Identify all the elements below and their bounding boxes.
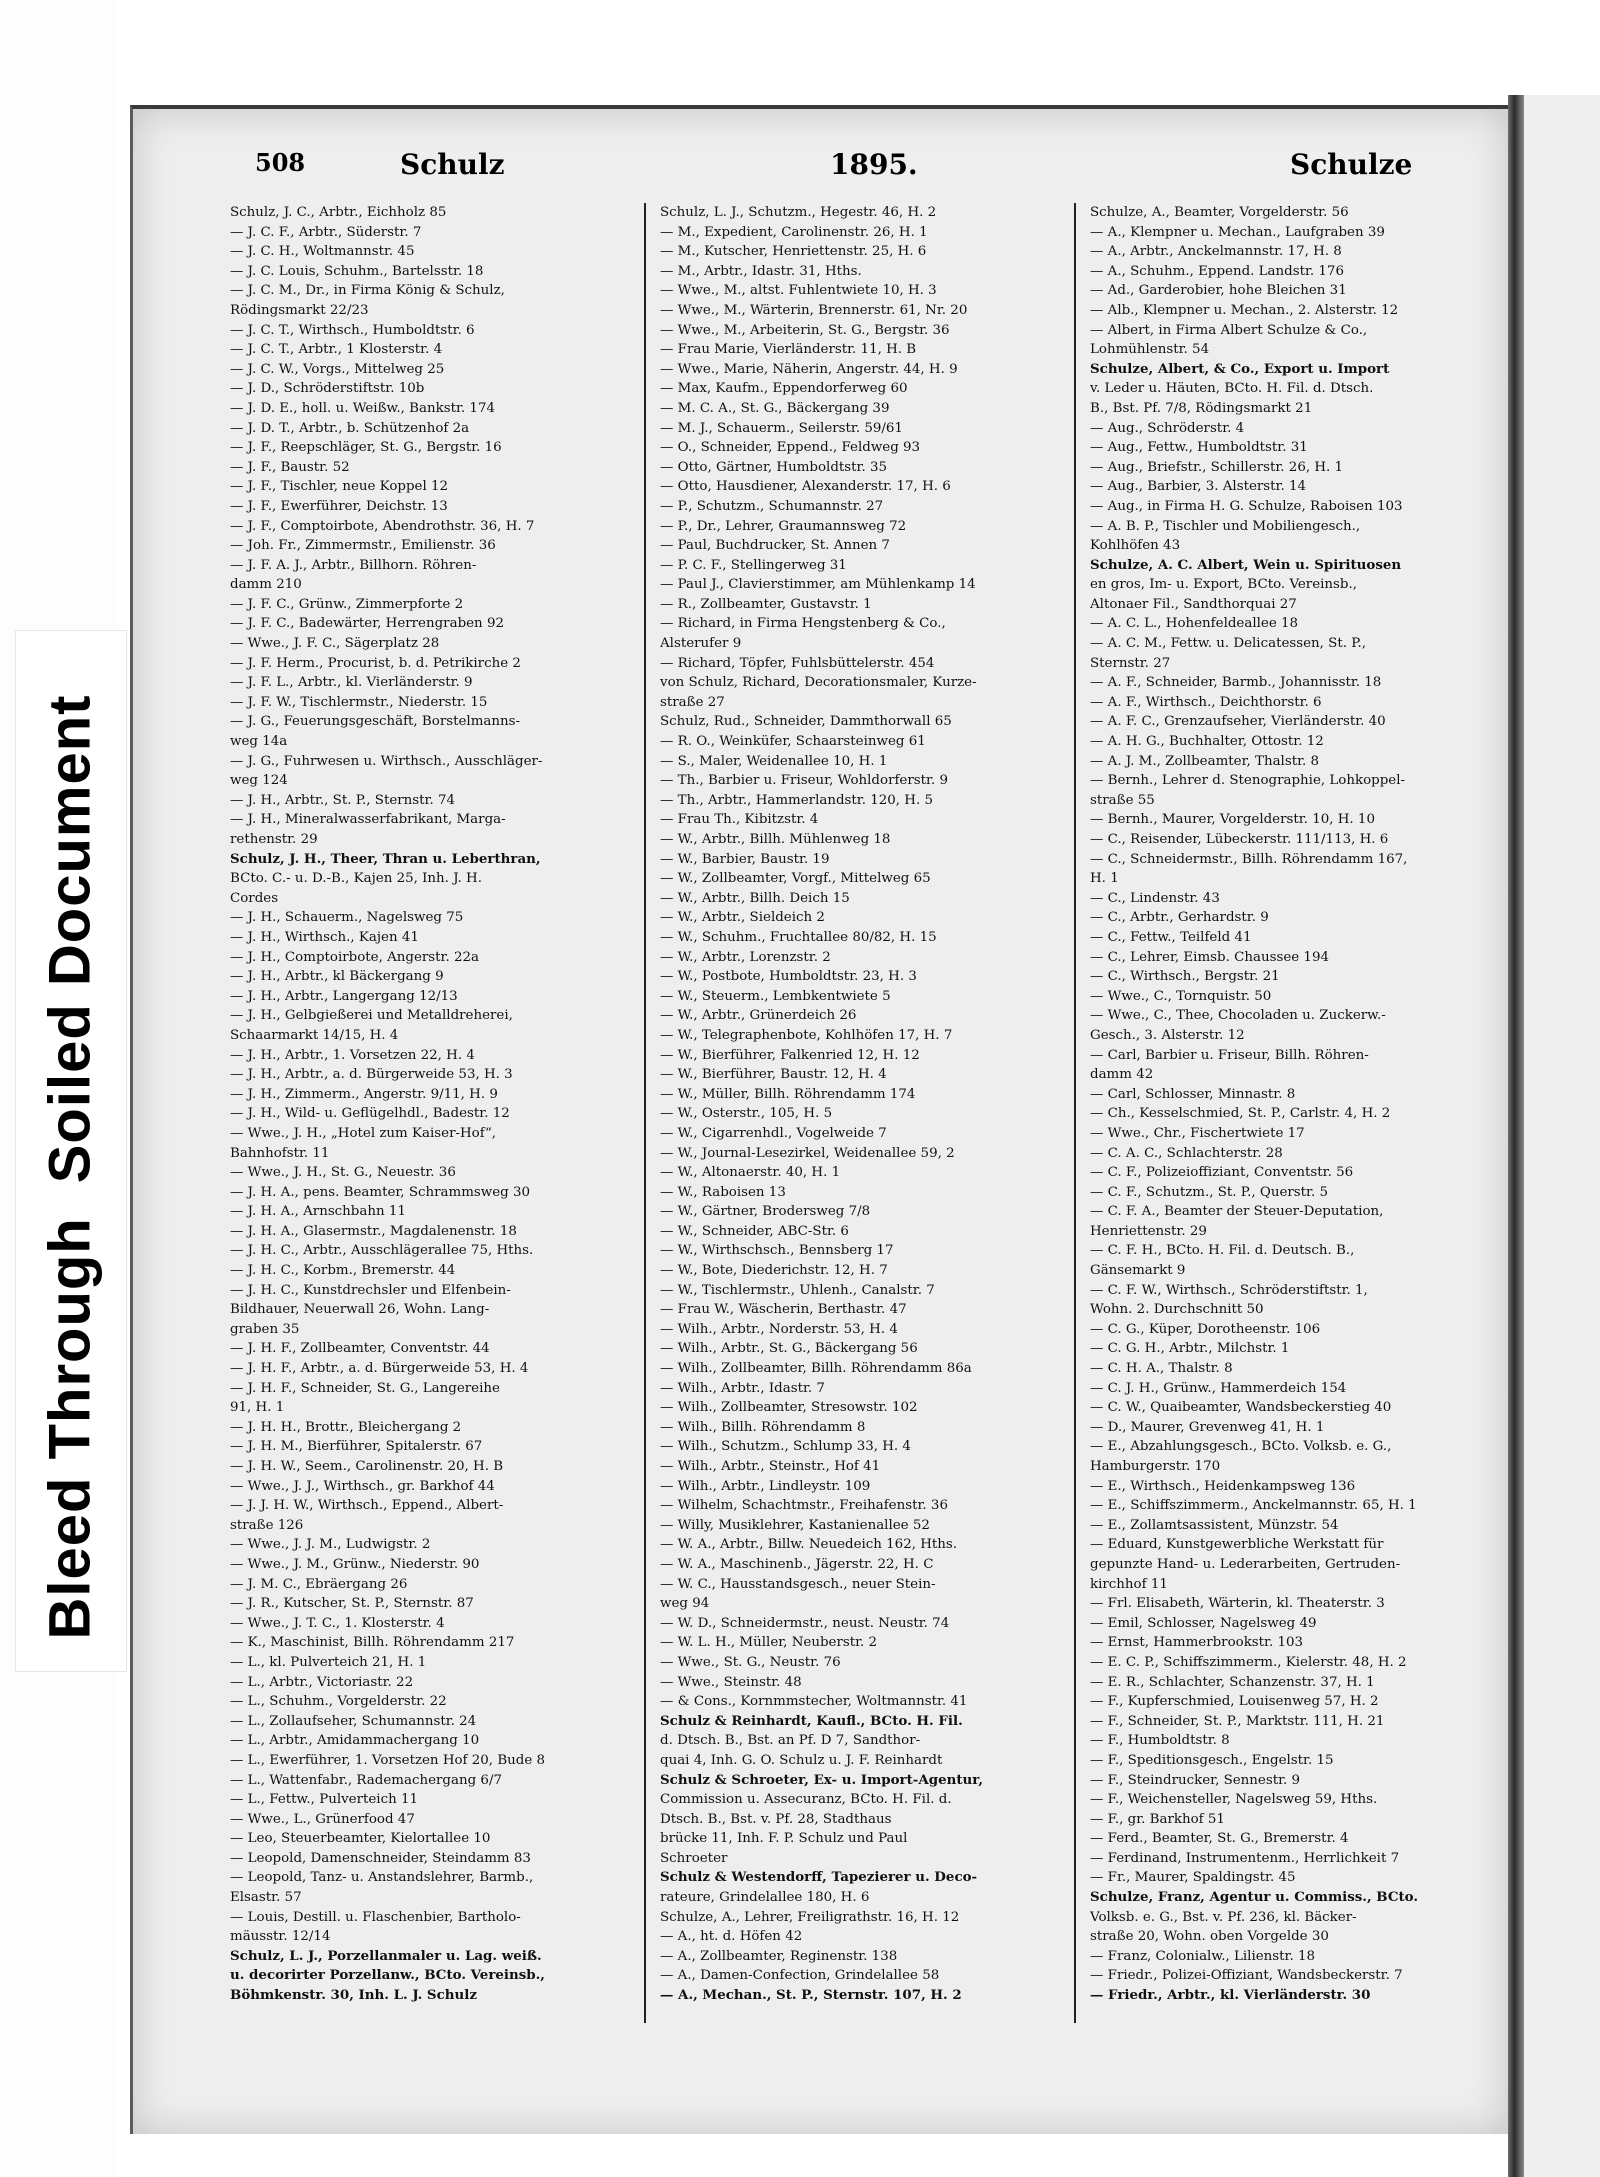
directory-entry: straße 126 <box>230 1517 304 1533</box>
directory-entry: — Wilh., Arbtr., Lindleystr. 109 <box>660 1478 871 1494</box>
directory-entry: — Wilh., Billh. Röhrendamm 8 <box>660 1419 866 1435</box>
directory-entry: — Aug., in Firma H. G. Schulze, Raboisen 103 <box>1090 498 1403 514</box>
directory-entry: — L., Schuhm., Vorgelderstr. 22 <box>230 1694 447 1710</box>
directory-entry: — Wilh., Schutzm., Schlump 33, H. 4 <box>660 1439 911 1455</box>
directory-entry: Wohn. 2. Durchschnitt 50 <box>1090 1302 1264 1318</box>
directory-entry: — W., Tischlermstr., Uhlenh., Canalstr. 7 <box>660 1282 935 1298</box>
directory-entry: — Wwe., M., altst. Fuhlentwiete 10, H. 3 <box>660 283 937 299</box>
directory-entry: B., Bst. Pf. 7/8, Rödingsmarkt 21 <box>1090 400 1313 416</box>
directory-entry: — W., Postbote, Humboldtstr. 23, H. 3 <box>660 969 917 985</box>
directory-entry: Hamburgerstr. 170 <box>1090 1459 1221 1474</box>
directory-entry: — J. H., Arbtr., Langergang 12/13 <box>230 988 458 1004</box>
directory-entry: — W., Arbtr., Sieldeich 2 <box>660 910 825 926</box>
directory-entry: — J. R., Kutscher, St. P., Sternstr. 87 <box>230 1596 474 1612</box>
directory-entry: — Th., Barbier u. Friseur, Wohldorferstr. 9 <box>660 773 948 789</box>
directory-entry: — Frl. Elisabeth, Wärterin, kl. Theaterstr. 3 <box>1090 1596 1385 1612</box>
directory-entry: weg 124 <box>230 773 288 789</box>
directory-entry: — Wilh., Zollbeamter, Stresowstr. 102 <box>660 1400 918 1416</box>
directory-entry: — J. C. W., Vorgs., Mittelweg 25 <box>230 361 445 377</box>
directory-entry: — Aug., Fettw., Humboldtstr. 31 <box>1090 440 1308 456</box>
directory-entry: — W. D., Schneidermstr., neust. Neustr. 74 <box>660 1615 950 1631</box>
directory-entry: 91, H. 1 <box>230 1400 285 1416</box>
directory-entry: Schulze, Albert, & Co., Export u. Import <box>1090 360 1390 377</box>
directory-entry: — J. H., Arbtr., St. P., Sternstr. 74 <box>230 792 456 808</box>
directory-entry: — W. A., Maschinenb., Jägerstr. 22, H. C <box>660 1556 934 1572</box>
directory-entry: — C. F. W., Wirthsch., Schröderstiftstr. 1, <box>1090 1282 1368 1298</box>
directory-entry: — A., Klempner u. Mechan., Laufgraben 39 <box>1090 224 1385 240</box>
directory-entry: Sternstr. 27 <box>1090 655 1171 671</box>
directory-entry: weg 14a <box>230 734 288 750</box>
column-rule-1 <box>644 203 646 2023</box>
directory-entry: — Max, Kaufm., Eppendorferweg 60 <box>660 381 908 397</box>
directory-entry: — M., Expedient, Carolinenstr. 26, H. 1 <box>660 224 928 240</box>
directory-entry: — W. L. H., Müller, Neuberstr. 2 <box>660 1635 878 1651</box>
directory-entry: — Wwe., J. J., Wirthsch., gr. Barkhof 44 <box>230 1478 495 1494</box>
directory-entry: — W., Bierführer, Baustr. 12, H. 4 <box>660 1067 887 1083</box>
directory-entry: — C., Schneidermstr., Billh. Röhrendamm 167, <box>1090 851 1408 867</box>
directory-entry: — Ferdinand, Instrumentenm., Herrlichkeit 7 <box>1090 1850 1400 1866</box>
directory-entry: — F., Steindrucker, Sennestr. 9 <box>1090 1772 1301 1788</box>
directory-entry: — Wilh., Arbtr., Steinstr., Hof 41 <box>660 1459 881 1474</box>
directory-entry: — C. G. H., Arbtr., Milchstr. 1 <box>1090 1341 1290 1357</box>
directory-entry: — E., Abzahlungsgesch., BCto. Volksb. e. G., <box>1090 1439 1392 1455</box>
directory-entry: — J. H., Schauerm., Nagelsweg 75 <box>230 910 464 926</box>
directory-entry: v. Leder u. Häuten, BCto. H. Fil. d. Dtsch. <box>1090 381 1374 397</box>
column-rule-2 <box>1074 203 1076 2023</box>
directory-entry: — Otto, Gärtner, Humboldtstr. 35 <box>660 459 888 475</box>
directory-entry: — W., Osterstr., 105, H. 5 <box>660 1106 833 1122</box>
directory-entry: — J. F. Herm., Procurist, b. d. Petrikirche 2 <box>230 655 521 671</box>
directory-entry: BCto. C.- u. D.-B., Kajen 25, Inh. J. H. <box>230 871 482 887</box>
directory-entry: — A. C. L., Hohenfeldeallee 18 <box>1090 616 1299 632</box>
directory-entry: — Emil, Schlosser, Nagelsweg 49 <box>1090 1615 1317 1631</box>
directory-entry: rethenstr. 29 <box>230 832 318 847</box>
directory-entry: — A., Zollbeamter, Reginenstr. 138 <box>660 1948 898 1964</box>
directory-entry: — A., Arbtr., Anckelmannstr. 17, H. 8 <box>1090 244 1342 260</box>
directory-entry: — C., Lindenstr. 43 <box>1090 890 1220 906</box>
scan-margin-right <box>1524 95 1600 2177</box>
directory-entry: mäusstr. 12/14 <box>230 1929 331 1945</box>
directory-entry: — E., Schiffszimmerm., Anckelmannstr. 65, H. 1 <box>1090 1498 1417 1514</box>
directory-entry: — L., Wattenfabr., Rademachergang 6/7 <box>230 1772 502 1788</box>
directory-entry: — W., Bote, Diederichstr. 12, H. 7 <box>660 1263 888 1279</box>
directory-entry: — Wwe., J. H., „Hotel zum Kaiser-Hof“, <box>230 1125 497 1141</box>
directory-entry: — Eduard, Kunstgewerbliche Werkstatt für <box>1090 1537 1384 1553</box>
directory-entry: — J. H., Wirthsch., Kajen 41 <box>230 929 419 945</box>
directory-entry: — K., Maschinist, Billh. Röhrendamm 217 <box>230 1635 515 1651</box>
directory-entry: — D., Maurer, Grevenweg 41, H. 1 <box>1090 1419 1325 1435</box>
directory-entry: — J. C. H., Woltmannstr. 45 <box>230 244 415 260</box>
directory-entry: — W., Arbtr., Grünerdeich 26 <box>660 1008 857 1024</box>
directory-entry: — J. G., Feuerungsgeschäft, Borstelmanns- <box>230 714 521 730</box>
directory-entry: — E., Wirthsch., Heidenkampsweg 136 <box>1090 1478 1356 1494</box>
directory-entry: — F., Weichensteller, Nagelsweg 59, Hths. <box>1090 1792 1378 1808</box>
directory-entry: — J. C. T., Arbtr., 1 Klosterstr. 4 <box>230 342 443 358</box>
directory-entry: — Th., Arbtr., Hammerlandstr. 120, H. 5 <box>660 792 934 808</box>
directory-entry: — A. C. M., Fettw. u. Delicatessen, St. P., <box>1090 636 1367 652</box>
directory-entry: — J. H., Zimmerm., Angerstr. 9/11, H. 9 <box>230 1086 498 1102</box>
directory-entry: — J. H. F., Arbtr., a. d. Bürgerweide 53, H. 4 <box>230 1361 529 1377</box>
directory-entry: kirchhof 11 <box>1090 1576 1168 1592</box>
condition-stamp-text <box>37 661 104 1640</box>
stamp-line-soiled-document: Soiled Document <box>37 694 103 1184</box>
directory-entry: — J. D. E., holl. u. Weißw., Bankstr. 174 <box>230 400 495 416</box>
directory-entry: — M., Kutscher, Henriettenstr. 25, H. 6 <box>660 244 927 260</box>
directory-entry: straße 55 <box>1090 792 1155 808</box>
directory-entry: — O., Schneider, Eppend., Feldweg 93 <box>660 440 921 456</box>
directory-entry: — A. B. P., Tischler und Mobiliengesch., <box>1090 518 1361 534</box>
directory-entry: — Wwe., C., Tornquistr. 50 <box>1090 988 1272 1004</box>
directory-entry: — L., Zollaufseher, Schumannstr. 24 <box>230 1713 477 1729</box>
directory-entry: — M., Arbtr., Idastr. 31, Hths. <box>660 263 862 279</box>
directory-entry: H. 1 <box>1090 871 1119 887</box>
directory-entry: — J. H. M., Bierführer, Spitalerstr. 67 <box>230 1439 483 1455</box>
directory-entry: en gros, Im- u. Export, BCto. Vereinsb., <box>1090 577 1357 593</box>
directory-entry: — J. F. L., Arbtr., kl. Vierländerstr. 9 <box>230 675 473 691</box>
directory-entry: Schulz, L. J., Porzellanmaler u. Lag. weiß. <box>230 1947 542 1964</box>
directory-entry: — W. C., Hausstandsgesch., neuer Stein- <box>660 1576 936 1592</box>
directory-entry: — J. C. Louis, Schuhm., Bartelsstr. 18 <box>230 263 484 279</box>
stamp-line-bleed-through: Bleed Through <box>37 1217 103 1640</box>
directory-entry: — J. H. F., Zollbeamter, Conventstr. 44 <box>230 1341 490 1357</box>
directory-entry: Rödingsmarkt 22/23 <box>230 302 369 318</box>
directory-entry: Cordes <box>230 890 279 906</box>
directory-entry: — Carl, Schlosser, Minnastr. 8 <box>1090 1086 1296 1102</box>
directory-entry: — Wwe., M., Arbeiterin, St. G., Bergstr. 36 <box>660 322 950 338</box>
directory-entry: Bahnhofstr. 11 <box>230 1145 330 1161</box>
directory-entry: — J. H. F., Schneider, St. G., Langereihe <box>230 1380 500 1396</box>
directory-entry: u. decorirter Porzellanw., BCto. Vereinsb., <box>230 1967 545 1984</box>
left-running-head: Schulz <box>400 148 505 181</box>
directory-entry: — C. G., Küper, Dorotheenstr. 106 <box>1090 1321 1321 1337</box>
directory-entry: — Leopold, Tanz- u. Anstandslehrer, Barmb., <box>230 1870 534 1886</box>
directory-entry: — W., Telegraphenbote, Kohlhöfen 17, H. 7 <box>660 1027 953 1043</box>
directory-entry: — J. D. T., Arbtr., b. Schützenhof 2a <box>230 420 470 436</box>
directory-entry: — J. H. A., Arnschbahn 11 <box>230 1204 406 1220</box>
directory-entry: — A. F., Schneider, Barmb., Johannisstr. 18 <box>1090 675 1382 691</box>
directory-entry: — R. O., Weinküfer, Schaarsteinweg 61 <box>660 734 926 750</box>
directory-entry: straße 27 <box>660 694 725 710</box>
directory-entry: quai 4, Inh. G. O. Schulz u. J. F. Reinhardt <box>660 1752 943 1768</box>
directory-entry: — A., Damen-Confection, Grindelallee 58 <box>660 1968 940 1984</box>
directory-entry: — Frau W., Wäscherin, Berthastr. 47 <box>660 1302 907 1318</box>
directory-entry: Gesch., 3. Alsterstr. 12 <box>1090 1027 1245 1043</box>
directory-entry: — Aug., Briefstr., Schillerstr. 26, H. 1 <box>1090 459 1344 475</box>
directory-entry: — F., Schneider, St. P., Marktstr. 111, H. 21 <box>1090 1713 1385 1729</box>
directory-entry: — J. H., Arbtr., kl Bäckergang 9 <box>230 969 444 985</box>
year-heading: 1895. <box>830 148 918 181</box>
directory-entry: — & Cons., Kornmmstecher, Woltmannstr. 41 <box>660 1694 968 1710</box>
directory-entry: — J. H. A., pens. Beamter, Schrammsweg 30 <box>230 1184 531 1200</box>
directory-entry: — A. F., Wirthsch., Deichthorstr. 6 <box>1090 694 1322 710</box>
directory-entry: — Frau Th., Kibitzstr. 4 <box>660 812 819 828</box>
directory-column-2 <box>660 203 1065 2033</box>
directory-entry: — J. C. M., Dr., in Firma König & Schulz, <box>230 283 505 299</box>
directory-entry: — J. J. H. W., Wirthsch., Eppend., Albert- <box>230 1498 504 1514</box>
directory-entry: — J. F., Ewerführer, Deichstr. 13 <box>230 498 448 514</box>
directory-entry: — Fr., Maurer, Spaldingstr. 45 <box>1090 1870 1296 1886</box>
directory-entry: — Wwe., St. G., Neustr. 76 <box>660 1654 841 1670</box>
directory-entry: Altonaer Fil., Sandthorquai 27 <box>1090 596 1297 612</box>
directory-entry: Commission u. Assecuranz, BCto. H. Fil. d. <box>660 1792 952 1808</box>
directory-entry: — C., Arbtr., Gerhardstr. 9 <box>1090 910 1269 926</box>
directory-entry: — C., Fettw., Teilfeld 41 <box>1090 929 1252 945</box>
directory-entry: — W., Barbier, Baustr. 19 <box>660 851 830 867</box>
directory-entry: — J. D., Schröderstiftstr. 10b <box>230 381 425 397</box>
directory-entry: — Ch., Kesselschmied, St. P., Carlstr. 4, H. 2 <box>1090 1106 1391 1122</box>
directory-entry: — Wwe., Marie, Näherin, Angerstr. 44, H. 9 <box>660 361 958 377</box>
directory-entry: — L., Arbtr., Amidammachergang 10 <box>230 1733 480 1749</box>
directory-entry: — A. F. C., Grenzaufseher, Vierländerstr. 40 <box>1090 714 1386 730</box>
directory-entry: straße 20, Wohn. oben Vorgelde 30 <box>1090 1929 1329 1945</box>
directory-entry: — J. H., Wild- u. Geflügelhdl., Badestr. 12 <box>230 1106 510 1122</box>
directory-entry: — A. J. M., Zollbeamter, Thalstr. 8 <box>1090 753 1320 769</box>
directory-entry: — C. J. H., Grünw., Hammerdeich 154 <box>1090 1380 1347 1396</box>
directory-entry: — J. H. C., Korbm., Bremerstr. 44 <box>230 1263 456 1279</box>
directory-entry: damm 42 <box>1090 1067 1154 1083</box>
directory-entry: — Wwe., J. T. C., 1. Klosterstr. 4 <box>230 1615 445 1631</box>
directory-entry: — W., Journal-Lesezirkel, Weidenallee 59, 2 <box>660 1145 955 1161</box>
directory-entry: — C., Reisender, Lübeckerstr. 111/113, H. 6 <box>1090 832 1389 847</box>
directory-entry: Schulz, J. C., Arbtr., Eichholz 85 <box>230 205 447 220</box>
directory-entry: — J. H. H., Brottr., Bleichergang 2 <box>230 1419 462 1435</box>
directory-entry: — P., Dr., Lehrer, Graumannsweg 72 <box>660 518 907 534</box>
book-spine-edge <box>1508 95 1524 2177</box>
directory-entry: — Alb., Klempner u. Mechan., 2. Alsterstr. 12 <box>1090 302 1399 318</box>
directory-entry: damm 210 <box>230 577 302 593</box>
directory-entry: — E., Zollamtsassistent, Münzstr. 54 <box>1090 1517 1339 1533</box>
directory-entry: — J. F., Tischler, neue Koppel 12 <box>230 479 449 495</box>
directory-entry: — Wwe., J. F. C., Sägerplatz 28 <box>230 636 440 652</box>
directory-entry: — Albert, in Firma Albert Schulze & Co., <box>1090 322 1368 338</box>
directory-entry: — J. F., Reepschläger, St. G., Bergstr. 16 <box>230 440 502 456</box>
directory-entry: — W., Gärtner, Brodersweg 7/8 <box>660 1204 871 1220</box>
directory-entry: — S., Maler, Weidenallee 10, H. 1 <box>660 753 888 769</box>
directory-entry: — Joh. Fr., Zimmermstr., Emilienstr. 36 <box>230 538 496 554</box>
directory-entry: — F., Humboldtstr. 8 <box>1090 1733 1230 1749</box>
directory-entry: — C. W., Quaibeamter, Wandsbeckerstieg 40 <box>1090 1400 1392 1416</box>
directory-entry: — W., Cigarrenhdl., Vogelweide 7 <box>660 1125 887 1141</box>
directory-entry: — Wilh., Arbtr., Idastr. 7 <box>660 1380 825 1396</box>
directory-entry: Schroeter <box>660 1850 728 1866</box>
directory-entry: — A., Schuhm., Eppend. Landstr. 176 <box>1090 263 1344 279</box>
directory-entry: — Frau Marie, Vierländerstr. 11, H. B <box>660 342 917 358</box>
directory-entry: — Leopold, Damenschneider, Steindamm 83 <box>230 1850 531 1866</box>
directory-entry: — Leo, Steuerbeamter, Kielortallee 10 <box>230 1831 491 1847</box>
directory-entry: — Louis, Destill. u. Flaschenbier, Bartholo- <box>230 1909 521 1925</box>
directory-column-1 <box>230 203 630 2033</box>
directory-entry: — Franz, Colonialw., Lilienstr. 18 <box>1090 1948 1316 1964</box>
directory-entry: — M. J., Schauerm., Seilerstr. 59/61 <box>660 420 903 436</box>
directory-entry: — Paul J., Clavierstimmer, am Mühlenkamp 14 <box>660 577 976 593</box>
directory-entry: — J. H. C., Kunstdrechsler und Elfenbein- <box>230 1282 511 1298</box>
directory-entry: rateure, Grindelallee 180, H. 6 <box>660 1890 870 1906</box>
directory-entry: Schulz, L. J., Schutzm., Hegestr. 46, H. 2 <box>660 205 937 220</box>
directory-entry: — Aug., Schröderstr. 4 <box>1090 420 1245 436</box>
directory-entry: — J. C. T., Wirthsch., Humboldtstr. 6 <box>230 322 475 338</box>
directory-entry: Schulze, Franz, Agentur u. Commiss., BCto. <box>1090 1889 1419 1906</box>
directory-entry: — A., ht. d. Höfen 42 <box>660 1929 803 1945</box>
directory-entry: — W., Arbtr., Billh. Deich 15 <box>660 890 850 906</box>
directory-entry: Kohlhöfen 43 <box>1090 538 1181 554</box>
directory-entry: — Wwe., C., Thee, Chocoladen u. Zuckerw.- <box>1090 1008 1386 1024</box>
directory-entry: Schulz & Westendorff, Tapezierer u. Deco- <box>660 1869 978 1886</box>
directory-entry: — F., Kupferschmied, Louisenweg 57, H. 2 <box>1090 1694 1379 1710</box>
directory-entry: — C. F., Schutzm., St. P., Querstr. 5 <box>1090 1184 1328 1200</box>
directory-entry: — Wilh., Arbtr., St. G., Bäckergang 56 <box>660 1341 918 1357</box>
directory-entry: — J. F. W., Tischlermstr., Niederstr. 15 <box>230 694 488 710</box>
directory-entry: — J. H., Mineralwasserfabrikant, Marga- <box>230 812 506 828</box>
right-running-head: Schulze <box>1290 148 1413 181</box>
directory-entry: gepunzte Hand- u. Lederarbeiten, Gertruden- <box>1090 1556 1401 1572</box>
directory-entry: — L., Fettw., Pulverteich 11 <box>230 1792 419 1808</box>
directory-entry: — P. C. F., Stellingerweg 31 <box>660 557 847 573</box>
directory-entry: — J. H., Gelbgießerei und Metalldreherei, <box>230 1008 513 1024</box>
directory-entry: — C. A. C., Schlachterstr. 28 <box>1090 1145 1283 1161</box>
directory-entry: Schulz, Rud., Schneider, Dammthorwall 65 <box>660 714 952 730</box>
directory-entry: — J. H. A., Glasermstr., Magdalenenstr. 18 <box>230 1223 517 1239</box>
directory-entry: — Wilh., Zollbeamter, Billh. Röhrendamm 86a <box>660 1361 972 1377</box>
directory-entry: — L., Arbtr., Victoriastr. 22 <box>230 1674 414 1690</box>
directory-entry: — C., Wirthsch., Bergstr. 21 <box>1090 969 1280 985</box>
directory-entry: — W., Arbtr., Lorenzstr. 2 <box>660 949 831 965</box>
directory-entry: — Richard, Töpfer, Fuhlsbüttelerstr. 454 <box>660 655 935 671</box>
directory-entry: — Friedr., Polizei-Offiziant, Wandsbeckerstr. 7 <box>1090 1968 1403 1984</box>
directory-entry: Elsastr. 57 <box>230 1890 302 1906</box>
directory-entry: — J. F., Baustr. 52 <box>230 459 350 475</box>
directory-entry: Volksb. e. G., Bst. v. Pf. 236, kl. Bäcker- <box>1090 1909 1357 1925</box>
directory-entry: — Bernh., Lehrer d. Stenographie, Lohkoppel- <box>1090 773 1406 789</box>
directory-entry: — W., Raboisen 13 <box>660 1184 786 1200</box>
directory-entry: Schulz, J. H., Theer, Thran u. Leberthran, <box>230 850 541 867</box>
directory-entry: — L., Ewerführer, 1. Vorsetzen Hof 20, Bude 8 <box>230 1752 546 1768</box>
directory-entry: — L., kl. Pulverteich 21, H. 1 <box>230 1654 427 1670</box>
directory-entry: — Friedr., Arbtr., kl. Vierländerstr. 30 <box>1090 1987 1371 2004</box>
directory-entry: — W., Steuerm., Lembkentwiete 5 <box>660 988 891 1004</box>
directory-entry: — Richard, in Firma Hengstenberg & Co., <box>660 616 946 632</box>
directory-entry: — W., Müller, Billh. Röhrendamm 174 <box>660 1086 916 1102</box>
directory-entry: Böhmkenstr. 30, Inh. L. J. Schulz <box>230 1987 477 2004</box>
directory-entry: Gänsemarkt 9 <box>1090 1263 1186 1279</box>
directory-entry: — J. F. A. J., Arbtr., Billhorn. Röhren- <box>230 557 477 573</box>
directory-entry: — W., Schneider, ABC-Str. 6 <box>660 1223 849 1239</box>
directory-entry: — J. H., Comptoirbote, Angerstr. 22a <box>230 949 480 965</box>
directory-entry: Henriettenstr. 29 <box>1090 1223 1207 1239</box>
directory-entry: — E. C. P., Schiffszimmerm., Kielerstr. 48, H. 2 <box>1090 1654 1407 1670</box>
directory-entry: — Wwe., L., Grünerfood 47 <box>230 1811 415 1827</box>
directory-entry: — J. M. C., Ebräergang 26 <box>230 1576 408 1592</box>
directory-entry: — J. H. W., Seem., Carolinenstr. 20, H. B <box>230 1459 504 1474</box>
directory-entry: — C. F. A., Beamter der Steuer-Deputation, <box>1090 1204 1384 1220</box>
directory-entry: — Wilh., Arbtr., Norderstr. 53, H. 4 <box>660 1321 898 1337</box>
directory-entry: — Otto, Hausdiener, Alexanderstr. 17, H. 6 <box>660 479 951 495</box>
directory-entry: — Wwe., Steinstr. 48 <box>660 1674 802 1690</box>
directory-entry: graben 35 <box>230 1321 300 1337</box>
directory-entry: — Aug., Barbier, 3. Alsterstr. 14 <box>1090 479 1307 495</box>
directory-entry: — J. H., Arbtr., 1. Vorsetzen 22, H. 4 <box>230 1047 475 1063</box>
directory-entry: — W., Altonaerstr. 40, H. 1 <box>660 1165 841 1181</box>
directory-entry: von Schulz, Richard, Decorationsmaler, Kurze- <box>660 675 977 691</box>
directory-entry: weg 94 <box>660 1596 710 1612</box>
directory-entry: — Wwe., Chr., Fischertwiete 17 <box>1090 1125 1305 1141</box>
directory-entry: — Wwe., M., Wärterin, Brennerstr. 61, Nr. 20 <box>660 302 968 318</box>
directory-entry: — P., Schutzm., Schumannstr. 27 <box>660 498 884 514</box>
directory-entry: d. Dtsch. B., Bst. an Pf. D 7, Sandthor- <box>660 1733 921 1749</box>
directory-entry: Schulze, A., Lehrer, Freiligrathstr. 16, H. 12 <box>660 1909 960 1925</box>
directory-entry: — J. H., Arbtr., a. d. Bürgerweide 53, H. 3 <box>230 1067 513 1083</box>
directory-entry: — Wwe., J. J. M., Ludwigstr. 2 <box>230 1537 431 1553</box>
directory-entry: Schulz & Reinhardt, Kaufl., BCto. H. Fil. <box>660 1712 963 1729</box>
directory-entry: — Wilhelm, Schachtmstr., Freihafenstr. 36 <box>660 1498 948 1514</box>
directory-entry: — M. C. A., St. G., Bäckergang 39 <box>660 400 890 416</box>
directory-entry: Lohmühlenstr. 54 <box>1090 342 1210 358</box>
directory-entry: — Wwe., J. M., Grünw., Niederstr. 90 <box>230 1556 480 1572</box>
directory-entry: — Ferd., Beamter, St. G., Bremerstr. 4 <box>1090 1831 1349 1847</box>
directory-entry: — C. H. A., Thalstr. 8 <box>1090 1361 1233 1377</box>
directory-entry: — W., Arbtr., Billh. Mühlenweg 18 <box>660 832 891 847</box>
directory-entry: — J. G., Fuhrwesen u. Wirthsch., Ausschläger- <box>230 753 543 769</box>
directory-entry: Alsterufer 9 <box>660 636 742 652</box>
directory-entry: — W., Zollbeamter, Vorgf., Mittelweg 65 <box>660 871 931 887</box>
directory-entry: — C., Lehrer, Eimsb. Chaussee 194 <box>1090 949 1329 965</box>
directory-entry: Schulze, A., Beamter, Vorgelderstr. 56 <box>1090 205 1349 220</box>
directory-entry: — J. H. C., Arbtr., Ausschlägerallee 75, Hths. <box>230 1243 534 1259</box>
directory-entry: — A., Mechan., St. P., Sternstr. 107, H. 2 <box>660 1987 962 2004</box>
directory-entry: — Ad., Garderobier, hohe Bleichen 31 <box>1090 283 1347 299</box>
directory-entry: — J. F. C., Badewärter, Herrengraben 92 <box>230 616 504 632</box>
directory-entry: — R., Zollbeamter, Gustavstr. 1 <box>660 596 872 612</box>
directory-entry: — F., Speditionsgesch., Engelstr. 15 <box>1090 1752 1334 1768</box>
directory-entry: — A. H. G., Buchhalter, Ottostr. 12 <box>1090 734 1324 750</box>
directory-entry: — W. A., Arbtr., Billw. Neuedeich 162, Hths. <box>660 1537 958 1553</box>
directory-entry: Schulze, A. C. Albert, Wein u. Spirituosen <box>1090 556 1402 573</box>
directory-entry: — C. F. H., BCto. H. Fil. d. Deutsch. B., <box>1090 1243 1355 1259</box>
directory-entry: brücke 11, Inh. F. P. Schulz und Paul <box>660 1831 908 1847</box>
directory-entry: — W., Wirthschsch., Bennsberg 17 <box>660 1243 894 1259</box>
directory-entry: Schulz & Schroeter, Ex- u. Import-Agentur, <box>660 1771 984 1788</box>
directory-entry: — Carl, Barbier u. Friseur, Billh. Röhren- <box>1090 1047 1369 1063</box>
directory-entry: — Ernst, Hammerbrookstr. 103 <box>1090 1635 1304 1651</box>
directory-entry: Dtsch. B., Bst. v. Pf. 28, Stadthaus <box>660 1811 892 1827</box>
directory-entry: — Bernh., Maurer, Vorgelderstr. 10, H. 10 <box>1090 812 1375 828</box>
directory-entry: — J. F. C., Grünw., Zimmerpforte 2 <box>230 596 464 612</box>
directory-entry: Bildhauer, Neuerwall 26, Wohn. Lang- <box>230 1302 490 1318</box>
directory-entry: — Wwe., J. H., St. G., Neuestr. 36 <box>230 1165 456 1181</box>
directory-entry: Schaarmarkt 14/15, H. 4 <box>230 1027 399 1043</box>
directory-entry: — J. F., Comptoirbote, Abendrothstr. 36, H. 7 <box>230 518 535 534</box>
directory-entry: — C. F., Polizeioffiziant, Conventstr. 56 <box>1090 1165 1354 1181</box>
directory-entry: — W., Schuhm., Fruchtallee 80/82, H. 15 <box>660 929 937 945</box>
directory-entry: — Paul, Buchdrucker, St. Annen 7 <box>660 538 890 554</box>
directory-entry: — E. R., Schlachter, Schanzenstr. 37, H. 1 <box>1090 1674 1375 1690</box>
directory-entry: — Willy, Musiklehrer, Kastanienallee 52 <box>660 1517 930 1533</box>
page-number: 508 <box>255 148 306 177</box>
directory-column-3 <box>1090 203 1498 2033</box>
directory-entry: — F., gr. Barkhof 51 <box>1090 1811 1225 1827</box>
directory-entry: — W., Bierführer, Falkenried 12, H. 12 <box>660 1047 920 1063</box>
directory-entry: — J. C. F., Arbtr., Süderstr. 7 <box>230 224 422 240</box>
